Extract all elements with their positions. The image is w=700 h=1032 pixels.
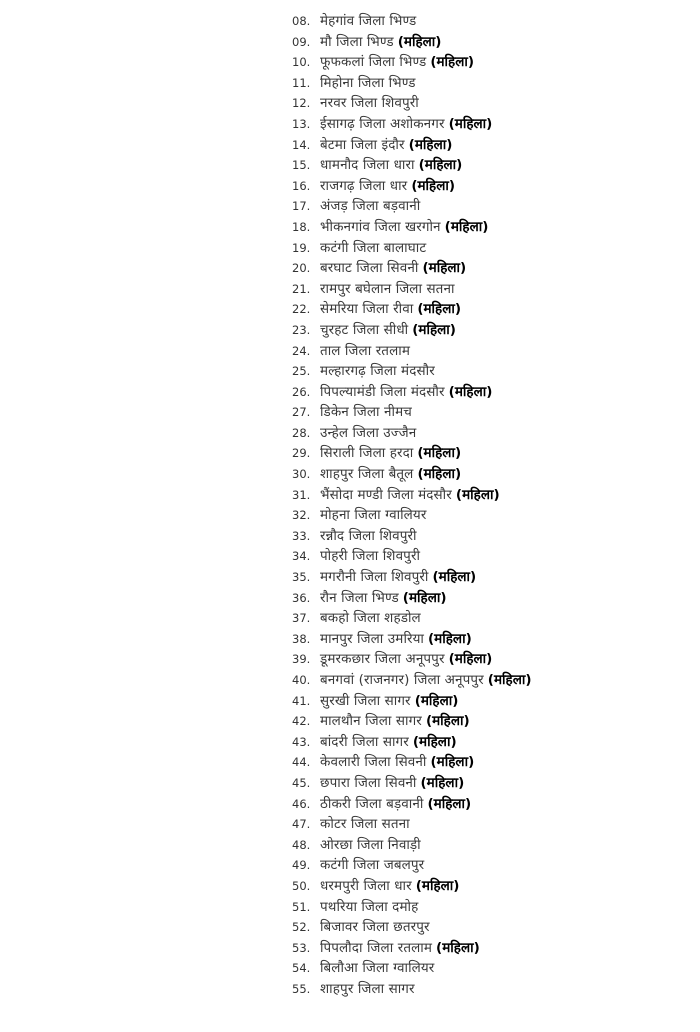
item-name: कटंगी जिला जबलपुर — [320, 857, 425, 874]
list-item — [292, 279, 532, 300]
item-name: रौन जिला भिण्ड — [320, 589, 399, 606]
item-name: भीकनगांव जिला खरगोन — [320, 218, 441, 235]
item-name: बेटमा जिला इंदौर — [320, 136, 405, 153]
item-name: अंजड़ जिला बड़वानी — [320, 198, 421, 215]
item-number: 47. — [292, 817, 311, 832]
item-name: रामपुर बघेलान जिला सतना — [320, 280, 455, 297]
list-item — [292, 794, 532, 815]
item-number: 54. — [292, 961, 311, 976]
mahila-tag: (महिला) — [415, 877, 460, 894]
item-number: 32. — [292, 508, 311, 523]
item-number: 12. — [292, 96, 311, 111]
item-name: ओरछा जिला निवाड़ी — [320, 836, 421, 853]
list-item — [292, 773, 532, 794]
item-number: 44. — [292, 755, 311, 770]
item-name: मिहोना जिला भिण्ड — [320, 74, 416, 91]
item-number: 18. — [292, 219, 311, 234]
item-name: छपारा जिला सिवनी — [320, 774, 417, 791]
list-item — [292, 402, 532, 423]
item-number: 34. — [292, 549, 311, 564]
item-name: शाहपुर जिला सागर — [320, 980, 415, 997]
mahila-tag: (महिला) — [428, 630, 472, 647]
item-name: सिराली जिला हरदा — [320, 445, 414, 462]
item-name: मौ जिला भिण्ड — [320, 33, 394, 50]
item-number: 14. — [292, 137, 311, 152]
item-name: पिपल्यामंडी जिला मंदसौर — [320, 383, 445, 400]
list-item — [292, 464, 532, 485]
item-number: 49. — [292, 858, 311, 873]
mahila-tag: (महिला) — [417, 445, 462, 462]
item-name: भैंसोदा मण्डी जिला मंदसौर — [320, 486, 452, 503]
list-item — [292, 876, 532, 897]
list-item — [292, 711, 532, 732]
item-number: 43. — [292, 734, 311, 749]
list-item — [292, 155, 532, 176]
item-name: बिजावर जिला छतरपुर — [320, 919, 430, 936]
list-item — [292, 196, 532, 217]
list-item — [292, 341, 532, 362]
item-number: 37. — [292, 611, 311, 626]
mahila-tag: (महिला) — [455, 486, 500, 503]
item-name: मल्हारगढ़ जिला मंदसौर — [320, 363, 435, 380]
item-name: ठीकरी जिला बड़वानी — [320, 795, 424, 812]
list-item — [292, 670, 532, 691]
mahila-tag: (महिला) — [425, 713, 470, 730]
list-item — [292, 546, 532, 567]
item-number: 20. — [292, 261, 311, 276]
item-number: 09. — [292, 34, 311, 49]
list-item — [292, 526, 532, 547]
mahila-tag: (महिला) — [420, 774, 465, 791]
item-name: बकहो जिला शहडोल — [320, 610, 421, 627]
mahila-tag: (महिला) — [412, 733, 457, 750]
item-number: 33. — [292, 528, 311, 543]
item-number: 41. — [292, 693, 311, 708]
list-item — [292, 114, 532, 135]
mahila-tag: (महिला) — [402, 589, 447, 606]
item-number: 48. — [292, 837, 311, 852]
mahila-tag: (महिला) — [430, 54, 475, 71]
mahila-tag: (महिला) — [448, 651, 493, 668]
mahila-tag: (महिला) — [417, 466, 462, 483]
list-item — [292, 320, 532, 341]
list-item — [292, 752, 532, 773]
mahila-tag: (महिला) — [430, 754, 475, 771]
list-item — [292, 176, 532, 197]
list-item — [292, 958, 532, 979]
item-name: चुरहट जिला सीधी — [320, 321, 409, 338]
item-number: 10. — [292, 55, 311, 70]
list-item — [292, 93, 532, 114]
item-number: 35. — [292, 570, 311, 585]
item-name: कोटर जिला सतना — [320, 816, 410, 833]
mahila-tag: (महिला) — [448, 115, 493, 132]
mahila-tag: (महिला) — [436, 939, 480, 956]
item-number: 23. — [292, 322, 311, 337]
item-name: राजगढ़ जिला धार — [320, 177, 408, 194]
mahila-tag: (महिला) — [397, 33, 442, 50]
item-number: 17. — [292, 199, 311, 214]
item-number: 40. — [292, 673, 311, 687]
item-name: डूमरकछार जिला अनूपपुर — [320, 651, 445, 668]
mahila-tag: (महिला) — [448, 383, 493, 400]
item-name: सेमरिया जिला रीवा — [320, 301, 414, 318]
item-number: 45. — [292, 775, 311, 790]
item-name: मालथौन जिला सागर — [320, 713, 422, 730]
item-number: 13. — [292, 116, 311, 131]
item-name: बनगवां (राजनगर) जिला अनूपपुर — [320, 672, 484, 688]
item-number: 24. — [292, 343, 311, 358]
item-name: पोहरी जिला शिवपुरी — [320, 548, 421, 565]
item-number: 27. — [292, 405, 311, 420]
item-number: 30. — [292, 467, 311, 482]
list-item — [292, 897, 532, 918]
list-item — [292, 608, 532, 629]
item-number: 53. — [292, 940, 311, 955]
list-item — [292, 691, 532, 712]
item-name: रन्नौद जिला शिवपुरी — [320, 527, 417, 544]
list-item — [292, 732, 532, 753]
list-item — [292, 299, 532, 320]
list-item — [292, 32, 532, 53]
list-item — [292, 649, 532, 670]
mahila-tag: (महिला) — [427, 795, 472, 812]
list-item — [292, 258, 532, 279]
list-item — [292, 135, 532, 156]
list-item — [292, 979, 532, 1000]
item-number: 50. — [292, 878, 311, 893]
item-number: 42. — [292, 714, 311, 729]
item-name: बरघाट जिला सिवनी — [320, 260, 419, 277]
item-name: मेहगांव जिला भिण्ड — [320, 13, 417, 29]
item-number: 19. — [292, 240, 311, 255]
item-name: मानपुर जिला उमरिया — [320, 630, 425, 647]
item-number: 28. — [292, 425, 311, 440]
item-name: पिपलौदा जिला रतलाम — [320, 939, 433, 956]
item-name: नरवर जिला शिवपुरी — [320, 95, 419, 112]
list-item — [292, 443, 532, 464]
item-number: 52. — [292, 920, 311, 935]
item-name: शाहपुर जिला बैतूल — [320, 466, 414, 483]
item-number: 36. — [292, 590, 311, 605]
item-name: मोहना जिला ग्वालियर — [320, 507, 427, 524]
list-item — [292, 938, 532, 959]
mahila-tag: (महिला) — [418, 157, 463, 174]
list-item — [292, 814, 532, 835]
item-name: कटंगी जिला बालाघाट — [320, 239, 427, 256]
item-name: डिकेन जिला नीमच — [320, 404, 412, 421]
item-name: ताल जिला रतलाम — [320, 342, 411, 359]
item-number: 31. — [292, 487, 311, 502]
item-name: पथरिया जिला दमोह — [320, 898, 419, 915]
item-name: फूफकलां जिला भिण्ड — [320, 54, 427, 71]
list-item — [292, 505, 532, 526]
list-item — [292, 238, 532, 259]
mahila-tag: (महिला) — [408, 136, 453, 153]
list-item — [292, 217, 532, 238]
item-name: सुरखी जिला सागर — [320, 692, 411, 709]
mahila-tag: (महिला) — [417, 301, 462, 318]
list-item — [292, 917, 532, 938]
list-item — [292, 52, 532, 73]
list-item — [292, 382, 532, 403]
item-name: बिलौआ जिला ग्वालियर — [320, 960, 435, 977]
item-number: 38. — [292, 631, 311, 646]
item-name: उन्हेल जिला उज्जैन — [320, 424, 417, 441]
item-number: 21. — [292, 281, 311, 296]
item-name: केवलारी जिला सिवनी — [320, 754, 427, 771]
item-number: 55. — [292, 981, 311, 996]
item-number: 22. — [292, 302, 311, 317]
item-number: 11. — [292, 75, 311, 90]
list-item — [292, 855, 532, 876]
item-number: 26. — [292, 384, 311, 399]
list-item — [292, 567, 532, 588]
list-item — [292, 361, 532, 382]
item-number: 46. — [292, 796, 311, 811]
list-item — [292, 423, 532, 444]
item-name: ईसागढ़ जिला अशोकनगर — [320, 115, 445, 132]
list-item — [292, 73, 532, 94]
item-name: मगरौनी जिला शिवपुरी — [320, 569, 429, 586]
mahila-tag: (महिला) — [411, 177, 456, 194]
mahila-tag: (महिला) — [422, 260, 467, 277]
list-item — [292, 11, 532, 32]
item-name: धामनौद जिला धारा — [320, 157, 415, 174]
mahila-tag: (महिला) — [487, 672, 532, 688]
item-number: 08. — [292, 14, 311, 28]
item-number: 25. — [292, 364, 311, 379]
nagar-parishad-list — [292, 11, 532, 1000]
mahila-tag: (महिला) — [412, 321, 456, 338]
item-name: धरमपुरी जिला धार — [320, 877, 412, 894]
list-item — [292, 629, 532, 650]
list-item — [292, 485, 532, 506]
mahila-tag: (महिला) — [432, 569, 477, 586]
item-number: 29. — [292, 446, 311, 461]
item-number: 39. — [292, 652, 311, 667]
item-number: 15. — [292, 158, 311, 173]
mahila-tag: (महिला) — [414, 692, 459, 709]
item-number: 51. — [292, 899, 311, 914]
mahila-tag: (महिला) — [444, 218, 489, 235]
list-item — [292, 835, 532, 856]
item-number: 16. — [292, 178, 311, 193]
list-item — [292, 588, 532, 609]
item-name: बांदरी जिला सागर — [320, 733, 409, 750]
